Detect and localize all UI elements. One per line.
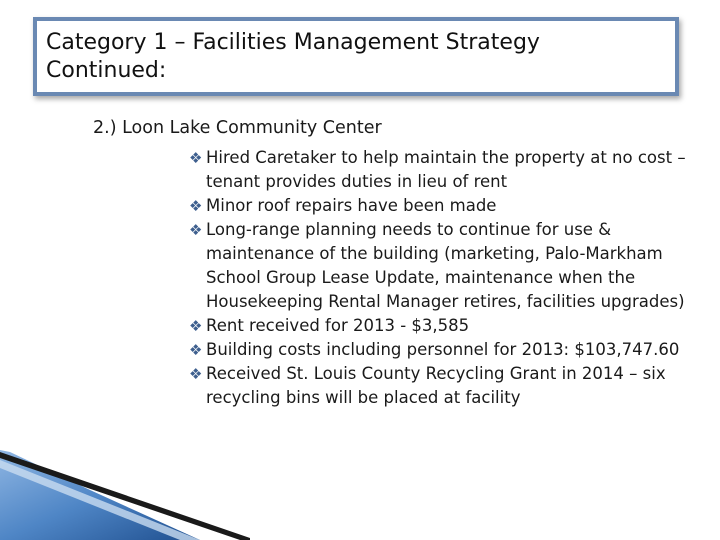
bullet-text: Building costs including personnel for 2013: $103,747.60 [206,340,680,359]
bullet-item [189,218,709,314]
bullet-text: Hired Caretaker to help maintain the property at no cost – tenant provides duties in lieu of rent [206,148,686,191]
diamond-bullet-icon: ❖ [189,317,203,335]
bullet-item [189,362,709,410]
slide-title-box [33,17,679,96]
bullet-text: Received St. Louis County Recycling Grant in 2014 – six recycling bins will be placed at facility [206,364,666,407]
corner-swoosh-decoration [0,450,720,540]
diamond-bullet-icon: ❖ [189,221,203,239]
diamond-bullet-icon: ❖ [189,149,203,167]
diamond-bullet-icon: ❖ [189,197,203,215]
bullet-text: Rent received for 2013 - $3,585 [206,316,470,335]
bullet-item [189,194,709,218]
bullet-item [189,146,709,194]
bullet-item [189,338,709,362]
bullet-item [189,314,709,338]
bullet-text: Minor roof repairs have been made [206,196,497,215]
bullet-list [189,146,709,410]
slide-title-line-2: Continued: [46,58,167,83]
diamond-bullet-icon: ❖ [189,341,203,359]
bullet-text: Long-range planning needs to continue for use & maintenance of the building (marketing, Palo-Markham School Group Lease Update, maintenance when the Housekeeping Rental Manager retires, facilities upgrades) [206,220,685,311]
slide-title-line-1: Category 1 – Facilities Management Strategy [46,30,540,55]
diamond-bullet-icon: ❖ [189,365,203,383]
section-subheading: 2.) Loon Lake Community Center [93,118,382,138]
